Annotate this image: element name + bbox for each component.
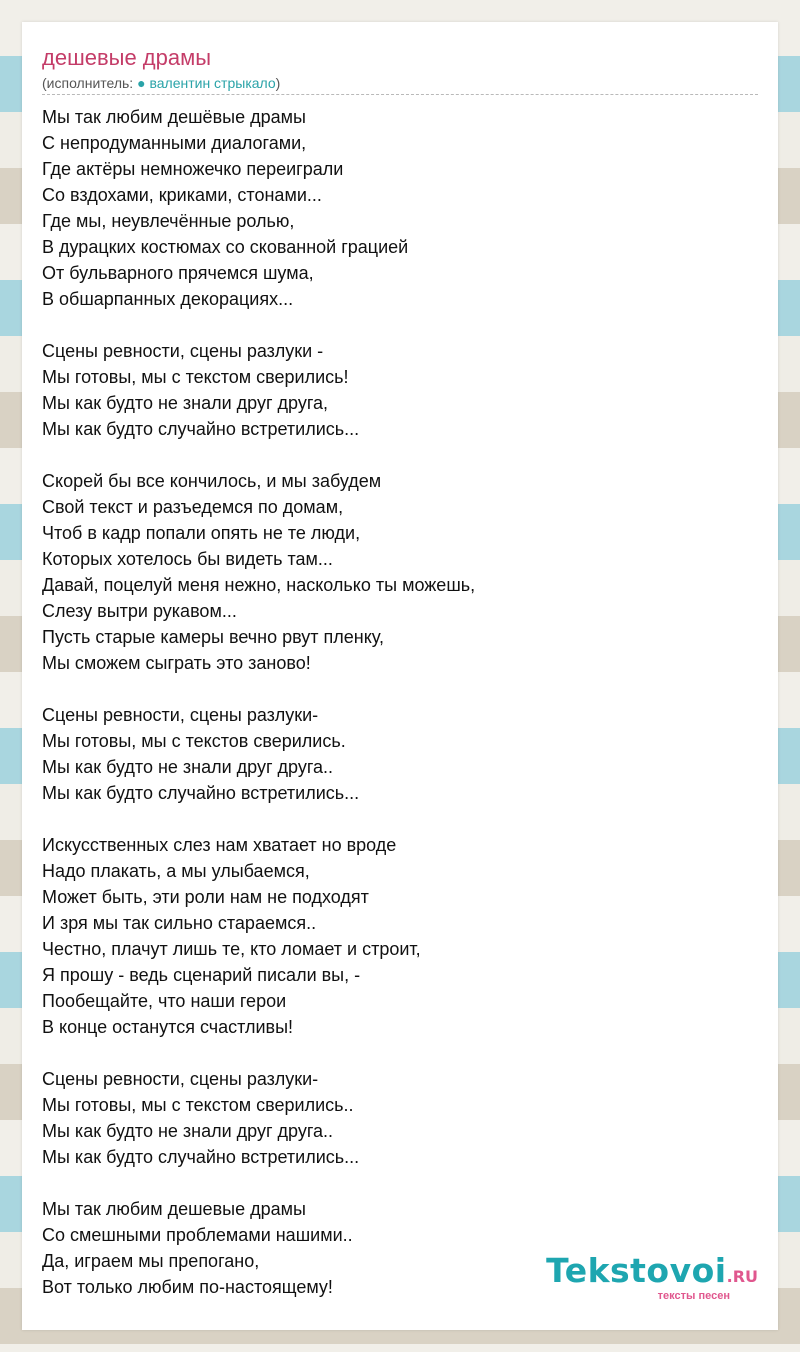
lyric-line: В дурацких костюмах со скованной грацией <box>42 237 409 257</box>
lyric-line: Мы как будто случайно встретились... <box>42 1147 360 1167</box>
lyric-line: Сцены ревности, сцены разлуки- <box>42 1069 319 1089</box>
lyric-line: Со вздохами, криками, стонами... <box>42 185 322 205</box>
lyric-line: Где мы, неувлечённые ролью, <box>42 211 295 231</box>
lyric-line: Искусственных слез нам хватает но вроде <box>42 835 397 855</box>
lyric-line: В обшарпанных декорациях... <box>42 289 294 309</box>
lyric-line: Мы так любим дешевые драмы <box>42 1199 306 1219</box>
lyric-line: От бульварного прячемся шума, <box>42 263 314 283</box>
artist-name: валентин стрыкало <box>149 75 276 91</box>
stanza <box>42 702 758 806</box>
lyric-line: Свой текст и разъедемся по домам, <box>42 497 344 517</box>
lyric-line: Которых хотелось бы видеть там... <box>42 549 333 569</box>
site-logo[interactable] <box>546 1251 758 1302</box>
lyrics-sheet <box>22 22 778 1330</box>
artist-bullet-icon: ● <box>137 75 146 91</box>
artist-line <box>42 74 280 92</box>
lyric-line: Давай, поцелуй меня нежно, насколько ты можешь, <box>42 575 476 595</box>
artist-prefix: (исполнитель: <box>42 75 138 91</box>
lyric-line: Надо плакать, а мы улыбаемся, <box>42 861 310 881</box>
logo-tld: .RU <box>726 1267 758 1286</box>
artist-suffix: ) <box>275 75 281 91</box>
lyric-line: Чтоб в кадр попали опять не те люди, <box>42 523 361 543</box>
lyric-line: Сцены ревности, сцены разлуки- <box>42 705 319 725</box>
song-title: дешевые драмы <box>42 45 212 70</box>
lyric-line: Мы как будто не знали друг друга.. <box>42 757 334 777</box>
lyric-line: Пусть старые камеры вечно рвут пленку, <box>42 627 384 647</box>
lyric-line: Я прошу - ведь сценарий писали вы, - <box>42 965 361 985</box>
lyric-line: Вот только любим по-настоящему! <box>42 1277 333 1297</box>
lyric-line: В конце останутся счастливы! <box>42 1017 294 1037</box>
logo-tagline: тексты песен <box>657 1290 730 1302</box>
lyric-line: Слезу вытри рукавом... <box>42 601 237 621</box>
lyric-line: Со смешными проблемами нашими.. <box>42 1225 353 1245</box>
title-divider <box>42 94 758 95</box>
stanza <box>42 104 758 312</box>
lyric-line: Пообещайте, что наши герои <box>42 991 287 1011</box>
lyrics-body <box>42 104 758 1300</box>
lyric-line: Мы как будто не знали друг друга, <box>42 393 329 413</box>
stanza <box>42 832 758 1040</box>
logo-name: Tekstovoi <box>546 1251 727 1290</box>
lyric-line: Мы как будто случайно встретились... <box>42 419 360 439</box>
lyric-line: Мы готовы, мы с текстом сверились! <box>42 367 349 387</box>
lyric-line: Мы сможем сыграть это заново! <box>42 653 311 673</box>
stanza <box>42 338 758 442</box>
lyric-line: Да, играем мы препогано, <box>42 1251 260 1271</box>
lyric-line: С непродуманными диалогами, <box>42 133 307 153</box>
lyric-line: Может быть, эти роли нам не подходят <box>42 887 369 907</box>
lyric-line: Мы готовы, мы с текстов сверились. <box>42 731 346 751</box>
lyric-line: Мы как будто случайно встретились... <box>42 783 360 803</box>
lyric-line: Мы как будто не знали друг друга.. <box>42 1121 334 1141</box>
lyric-line: И зря мы так сильно стараемся.. <box>42 913 317 933</box>
lyric-line: Где актёры немножечко переиграли <box>42 159 344 179</box>
stanza <box>42 1066 758 1170</box>
lyric-line: Мы так любим дешёвые драмы <box>42 107 306 127</box>
lyric-line: Сцены ревности, сцены разлуки - <box>42 341 324 361</box>
lyric-line: Мы готовы, мы с текстом сверились.. <box>42 1095 354 1115</box>
stanza <box>42 468 758 676</box>
lyric-line: Честно, плачут лишь те, кто ломает и строит, <box>42 939 421 959</box>
artist-link[interactable] <box>137 75 276 91</box>
logo-wordmark <box>546 1251 758 1294</box>
lyric-line: Скорей бы все кончилось, и мы забудем <box>42 471 382 491</box>
